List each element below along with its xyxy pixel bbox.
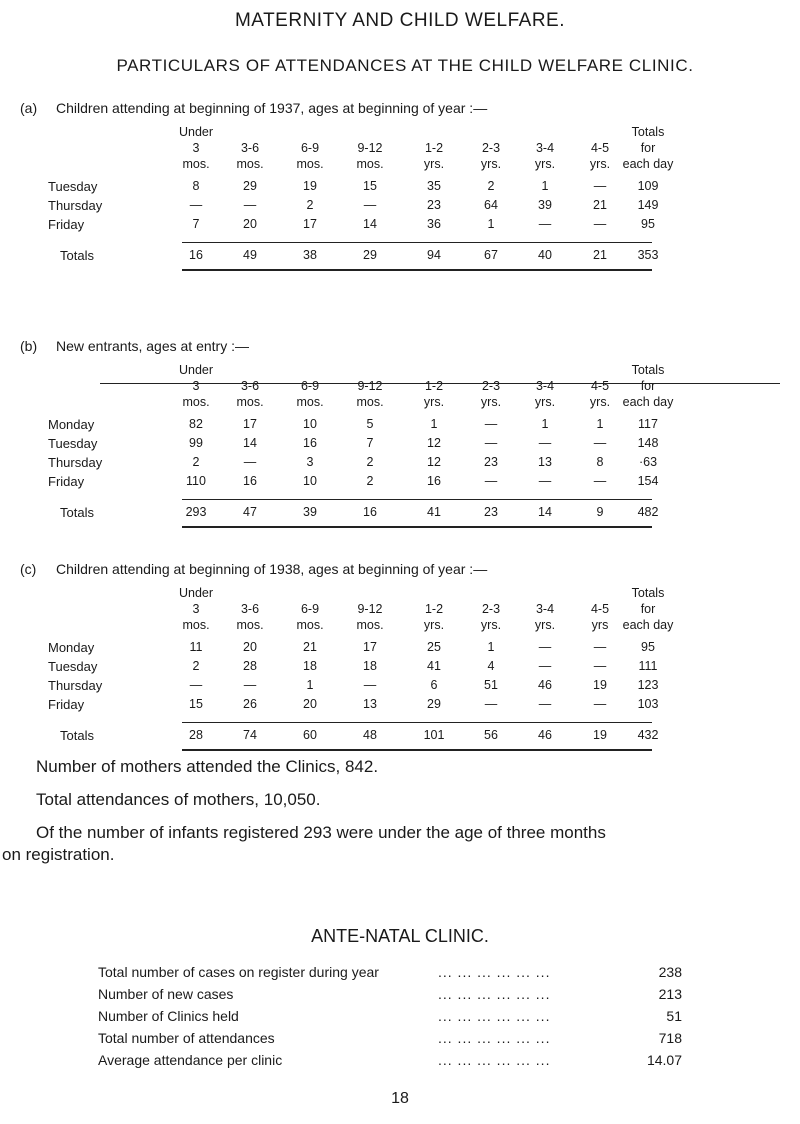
table-cell: — (243, 198, 257, 212)
table-cell: 123 (637, 678, 659, 692)
totals-cell: 29 (363, 248, 377, 262)
table-cell: 35 (427, 179, 441, 193)
table-cell: 82 (189, 417, 203, 431)
totals-cell: 101 (423, 728, 445, 742)
totals-cell: 19 (593, 728, 607, 742)
column-header: each day (622, 618, 674, 632)
totals-cell: 67 (484, 248, 498, 262)
table-cell: — (593, 659, 607, 673)
totals-cell: 48 (363, 728, 377, 742)
totals-label: Totals (60, 248, 94, 263)
table-cell: 15 (189, 697, 203, 711)
column-header: yrs. (589, 395, 611, 409)
table-cell: 1 (487, 217, 495, 231)
totals-cell: 23 (484, 505, 498, 519)
table-cell: 6 (430, 678, 438, 692)
table-cell: 154 (637, 474, 659, 488)
column-header: yrs. (423, 395, 445, 409)
mothers-attended-text: Number of mothers attended the Clinics, 842. (36, 757, 379, 776)
table-caption-text: Children attending at beginning of 1938, ages at beginning of year :— (56, 561, 488, 577)
column-header: mos. (356, 395, 384, 409)
totals-rule-bottom (182, 269, 652, 271)
totals-rule-bottom (182, 749, 652, 751)
table-cell: — (593, 436, 607, 450)
table-cell: 2 (192, 455, 200, 469)
table-cell: 1 (596, 417, 604, 431)
table-cell: 39 (538, 198, 552, 212)
table-cell: 10 (303, 417, 317, 431)
column-header: Under (178, 125, 214, 139)
table-cell: — (363, 678, 377, 692)
column-header: for (640, 379, 656, 393)
table-cell: 46 (538, 678, 552, 692)
column-header: Totals (631, 586, 665, 600)
page-subtitle: PARTICULARS OF ATTENDANCES AT THE CHILD WELFARE CLINIC. (116, 56, 694, 75)
table-cell: 14 (243, 436, 257, 450)
column-header: mos. (182, 157, 210, 171)
antenatal-value: 213 (658, 986, 682, 1002)
totals-cell: 14 (538, 505, 552, 519)
column-header: for (640, 602, 656, 616)
table-cell: — (593, 474, 607, 488)
table-cell: — (189, 198, 203, 212)
table-cell: 1 (430, 417, 438, 431)
table-cell: 2 (192, 659, 200, 673)
leader-dots: ... ... ... ... ... ... (438, 1030, 551, 1046)
table-cell: 1 (306, 678, 314, 692)
column-header: mos. (356, 157, 384, 171)
totals-rule-top (182, 242, 652, 243)
infants-registered-text-cont: on registration. (2, 845, 115, 864)
column-header: 3 (192, 141, 200, 155)
column-header: Under (178, 363, 214, 377)
row-label: Thursday (48, 455, 103, 470)
table-cell: 25 (427, 640, 441, 654)
column-header: mos. (296, 618, 324, 632)
table-cell: 1 (541, 417, 549, 431)
totals-cell: 49 (243, 248, 257, 262)
table-cell: — (243, 678, 257, 692)
row-label: Thursday (48, 678, 103, 693)
antenatal-value: 238 (658, 964, 682, 980)
leader-dots: ... ... ... ... ... ... (438, 1052, 551, 1068)
totals-cell: 40 (538, 248, 552, 262)
column-header: 2-3 (481, 379, 501, 393)
table-cell: 13 (363, 697, 377, 711)
column-header: for (640, 141, 656, 155)
column-header: 9-12 (357, 602, 383, 616)
table-cell: 16 (303, 436, 317, 450)
column-header: mos. (236, 395, 264, 409)
table-cell: 8 (192, 179, 200, 193)
table-cell: 17 (363, 640, 377, 654)
column-header: Totals (631, 125, 665, 139)
table-cell: 1 (487, 640, 495, 654)
table-cell: 2 (306, 198, 314, 212)
table-cell: — (538, 640, 552, 654)
table-cell: 41 (427, 659, 441, 673)
column-header: yrs. (423, 618, 445, 632)
table-cell: — (593, 640, 607, 654)
column-header: 3 (192, 602, 200, 616)
table-cell: 28 (243, 659, 257, 673)
table-cell: 12 (427, 436, 441, 450)
page-number: 18 (391, 1090, 409, 1107)
column-header: yrs. (480, 618, 502, 632)
row-label: Friday (48, 217, 85, 232)
column-header: 1-2 (424, 602, 444, 616)
totals-cell: 28 (189, 728, 203, 742)
table-cell: — (538, 474, 552, 488)
totals-cell: 16 (363, 505, 377, 519)
row-label: Friday (48, 474, 85, 489)
column-header: Totals (631, 363, 665, 377)
column-header: 3 (192, 379, 200, 393)
column-header: mos. (356, 618, 384, 632)
leader-dots: ... ... ... ... ... ... (438, 964, 551, 980)
totals-cell: 38 (303, 248, 317, 262)
antenatal-label: Total number of cases on register during year (98, 964, 379, 980)
row-label: Tuesday (48, 179, 98, 194)
column-header: Under (178, 586, 214, 600)
row-label: Monday (48, 640, 95, 655)
table-cell: 16 (427, 474, 441, 488)
column-header: 3-6 (240, 602, 260, 616)
column-header: 1-2 (424, 141, 444, 155)
table-caption-text: Children attending at beginning of 1937, ages at beginning of year :— (56, 100, 488, 116)
table-cell: 18 (303, 659, 317, 673)
column-header: yrs. (480, 395, 502, 409)
table-cell: — (484, 474, 498, 488)
column-header: 3-6 (240, 379, 260, 393)
column-header: yrs. (534, 395, 556, 409)
table-cell: 109 (637, 179, 659, 193)
column-header: 3-6 (240, 141, 260, 155)
row-label: Thursday (48, 198, 103, 213)
mothers-attendances-text: Total attendances of mothers, 10,050. (36, 790, 321, 809)
antenatal-value: 51 (666, 1008, 682, 1024)
table-cell: 148 (637, 436, 659, 450)
column-header: mos. (236, 618, 264, 632)
table-cell: — (243, 455, 257, 469)
table-cell: 95 (641, 640, 655, 654)
column-header: 6-9 (300, 379, 320, 393)
totals-cell: 41 (427, 505, 441, 519)
table-cell: 64 (484, 198, 498, 212)
table-cell: 14 (363, 217, 377, 231)
totals-rule-top (182, 499, 652, 500)
antenatal-label: Average attendance per clinic (98, 1052, 283, 1068)
totals-cell: 432 (637, 728, 659, 742)
table-cell: 18 (363, 659, 377, 673)
table-cell: 7 (192, 217, 200, 231)
table-cell: 26 (243, 697, 257, 711)
column-header: mos. (296, 395, 324, 409)
table-cell: 95 (641, 217, 655, 231)
infants-registered-text: Of the number of infants registered 293 were under the age of three months (36, 823, 606, 842)
table-cell: 111 (638, 659, 658, 673)
table-cell: — (484, 436, 498, 450)
table-cell: 7 (366, 436, 374, 450)
antenatal-heading: ANTE-NATAL CLINIC. (311, 926, 489, 946)
totals-cell: 353 (637, 248, 659, 262)
totals-cell: 94 (427, 248, 441, 262)
column-header: yrs. (589, 157, 611, 171)
table-cell: — (538, 436, 552, 450)
table-cell: 4 (487, 659, 495, 673)
table-cell: 23 (484, 455, 498, 469)
totals-cell: 47 (243, 505, 257, 519)
table-cell: 51 (484, 678, 498, 692)
totals-rule-top (182, 722, 652, 723)
column-header: each day (622, 157, 674, 171)
table-label: (b) (20, 338, 38, 354)
table-cell: — (484, 417, 498, 431)
table-cell: 15 (363, 179, 377, 193)
row-label: Tuesday (48, 659, 98, 674)
antenatal-label: Number of Clinics held (98, 1008, 239, 1024)
column-header: yrs. (534, 157, 556, 171)
table-cell: ·63 (638, 455, 658, 469)
row-label: Tuesday (48, 436, 98, 451)
column-header: 9-12 (357, 379, 383, 393)
table-cell: — (538, 659, 552, 673)
table-cell: 13 (538, 455, 552, 469)
column-header: 6-9 (300, 141, 320, 155)
column-header: mos. (182, 395, 210, 409)
table-cell: 11 (189, 640, 203, 654)
table-cell: 17 (303, 217, 317, 231)
table-cell: 21 (303, 640, 317, 654)
table-cell: 16 (243, 474, 257, 488)
table-cell: 99 (189, 436, 203, 450)
table-cell: 19 (593, 678, 607, 692)
page-title: MATERNITY AND CHILD WELFARE. (234, 10, 565, 31)
table-cell: 103 (637, 697, 659, 711)
totals-cell: 46 (538, 728, 552, 742)
table-cell: 21 (593, 198, 607, 212)
table-cell: 19 (303, 179, 317, 193)
column-header: 2-3 (481, 602, 501, 616)
table-cell: 8 (596, 455, 604, 469)
table-cell: 23 (427, 198, 441, 212)
column-header: 4-5 (590, 379, 610, 393)
totals-cell: 60 (303, 728, 317, 742)
table-cell: 2 (487, 179, 495, 193)
column-header: mos. (182, 618, 210, 632)
table-cell: 2 (366, 474, 374, 488)
table-cell: 5 (366, 417, 374, 431)
table-cell: 149 (637, 198, 659, 212)
column-header: 4-5 (590, 141, 610, 155)
antenatal-value: 718 (658, 1030, 682, 1046)
table-caption-text: New entrants, ages at entry :— (56, 338, 249, 354)
table-cell: — (189, 678, 203, 692)
column-header: 9-12 (357, 141, 383, 155)
column-header: 1-2 (424, 379, 444, 393)
column-header: yrs (591, 618, 609, 632)
leader-dots: ... ... ... ... ... ... (438, 1008, 551, 1024)
table-caption (20, 338, 249, 354)
totals-cell: 16 (189, 248, 203, 262)
table-cell: 10 (303, 474, 317, 488)
table-cell: 17 (243, 417, 257, 431)
table-cell: 36 (427, 217, 441, 231)
column-header: 6-9 (300, 602, 320, 616)
column-header: yrs. (480, 157, 502, 171)
table-label: (c) (20, 561, 37, 577)
totals-cell: 293 (185, 505, 207, 519)
column-header: 3-4 (535, 379, 555, 393)
totals-cell: 74 (243, 728, 257, 742)
table-cell: 1 (541, 179, 549, 193)
header-rule (100, 383, 780, 384)
table-cell: — (538, 697, 552, 711)
column-header: 2-3 (481, 141, 501, 155)
column-header: 3-4 (535, 141, 555, 155)
leader-dots: ... ... ... ... ... ... (438, 986, 551, 1002)
totals-label: Totals (60, 728, 94, 743)
table-cell: 110 (186, 474, 206, 488)
column-header: yrs. (534, 618, 556, 632)
totals-label: Totals (60, 505, 94, 520)
table-cell: — (593, 217, 607, 231)
totals-cell: 56 (484, 728, 498, 742)
table-cell: 12 (427, 455, 441, 469)
totals-cell: 9 (596, 505, 604, 519)
totals-cell: 21 (593, 248, 607, 262)
antenatal-value: 14.07 (646, 1052, 682, 1068)
table-cell: 29 (243, 179, 257, 193)
table-cell: — (363, 198, 377, 212)
totals-rule-bottom (182, 526, 652, 528)
table-cell: — (593, 179, 607, 193)
column-header: 4-5 (590, 602, 610, 616)
totals-cell: 39 (303, 505, 317, 519)
table-caption (20, 100, 487, 116)
table-cell: 20 (243, 640, 257, 654)
column-header: mos. (296, 157, 324, 171)
table-cell: 2 (366, 455, 374, 469)
column-header: each day (622, 395, 674, 409)
table-cell: 20 (303, 697, 317, 711)
table-label: (a) (20, 100, 38, 116)
totals-cell: 482 (637, 505, 659, 519)
table-cell: 3 (306, 455, 314, 469)
table-cell: — (538, 217, 552, 231)
table-cell: — (593, 697, 607, 711)
table-cell: — (484, 697, 498, 711)
table-cell: 20 (243, 217, 257, 231)
row-label: Monday (48, 417, 95, 432)
antenatal-label: Total number of attendances (98, 1030, 275, 1046)
table-caption (20, 561, 487, 577)
row-label: Friday (48, 697, 85, 712)
table-cell: 117 (638, 417, 658, 431)
column-header: mos. (236, 157, 264, 171)
column-header: 3-4 (535, 602, 555, 616)
table-cell: 29 (427, 697, 441, 711)
column-header: yrs. (423, 157, 445, 171)
antenatal-label: Number of new cases (98, 986, 234, 1002)
